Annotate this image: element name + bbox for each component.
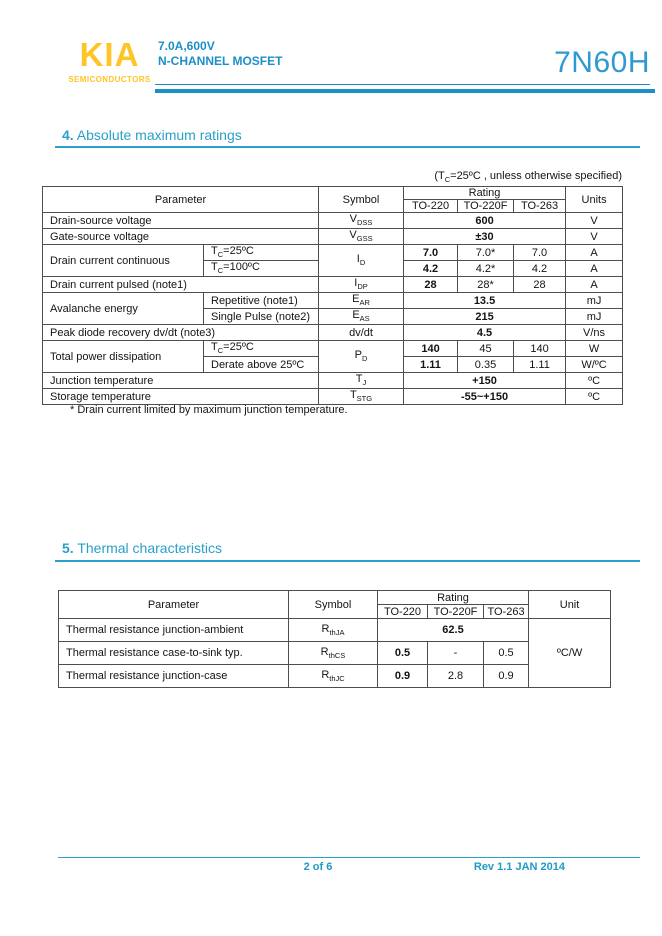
- table-footnote: * Drain current limited by maximum junction temperature.: [70, 404, 348, 416]
- value-cell: 0.35: [458, 357, 514, 373]
- param-cell: Avalanche energy: [43, 293, 204, 325]
- value-cell: 7.0: [514, 245, 566, 261]
- unit-cell: mJ: [566, 309, 623, 325]
- param-cell: Gate-source voltage: [43, 229, 319, 245]
- col-header-to263: TO-263: [484, 605, 529, 619]
- value-cell: 4.2: [514, 261, 566, 277]
- param-cell: Junction temperature: [43, 373, 319, 389]
- value-cell: 2.8: [428, 665, 484, 688]
- value-cell: 0.5: [378, 642, 428, 665]
- section-4-label: Absolute maximum ratings: [73, 127, 242, 143]
- table-row: [43, 229, 623, 245]
- col-header-symbol: Symbol: [289, 591, 378, 619]
- col-header-to220f: TO-220F: [428, 605, 484, 619]
- product-subtitle: [158, 39, 282, 69]
- value-cell: 600: [404, 213, 566, 229]
- page-number: 2 of 6: [303, 861, 333, 873]
- unit-cell: W: [566, 341, 623, 357]
- symbol-cell: $T_{STG}$: [319, 389, 404, 405]
- absolute-maximum-ratings-table: [42, 186, 623, 405]
- unit-cell: mJ: [566, 293, 623, 309]
- unit-cell: V/ns: [566, 325, 623, 341]
- symbol-cell: $T_J$: [319, 373, 404, 389]
- col-header-parameter: Parameter: [43, 187, 319, 213]
- table-header-row: [43, 187, 623, 200]
- thermal-characteristics-table: [58, 590, 611, 688]
- subtitle-line-1: 7.0A,600V: [158, 39, 215, 53]
- section-5-title: [62, 540, 222, 556]
- col-header-parameter: Parameter: [59, 591, 289, 619]
- unit-cell: ºC/W: [529, 619, 611, 688]
- section-5-underline: [55, 560, 640, 562]
- section-5-number: 5.: [62, 540, 74, 556]
- col-header-to220f: TO-220F: [458, 200, 514, 213]
- value-cell: 140: [514, 341, 566, 357]
- condition-cell: Derate above 25ºC: [204, 357, 319, 373]
- symbol-cell: dv/dt: [319, 325, 404, 341]
- value-cell: 4.2*: [458, 261, 514, 277]
- param-cell: Total power dissipation: [43, 341, 204, 373]
- symbol-cell: $I_D$: [319, 245, 404, 277]
- col-header-to263: TO-263: [514, 200, 566, 213]
- col-header-symbol: Symbol: [319, 187, 404, 213]
- condition-cell: $T_C=25ºC$: [204, 245, 319, 261]
- table-row: [59, 642, 611, 665]
- table-row: [43, 341, 623, 357]
- value-cell: 62.5: [378, 619, 529, 642]
- param-cell: Storage temperature: [43, 389, 319, 405]
- col-header-units: Units: [566, 187, 623, 213]
- value-cell: ±30: [404, 229, 566, 245]
- value-cell: 28*: [458, 277, 514, 293]
- header-divider-thick: [155, 89, 655, 93]
- symbol-cell: $P_D$: [319, 341, 404, 373]
- param-cell: Drain current pulsed (note1): [43, 277, 319, 293]
- symbol-cell: $V_{DSS}$: [319, 213, 404, 229]
- section-5-label: Thermal characteristics: [73, 540, 223, 556]
- table-row: [43, 373, 623, 389]
- col-header-to220: TO-220: [378, 605, 428, 619]
- unit-cell: V: [566, 229, 623, 245]
- value-cell: 45: [458, 341, 514, 357]
- unit-cell: V: [566, 213, 623, 229]
- unit-cell: A: [566, 261, 623, 277]
- param-cell: Drain current continuous: [43, 245, 204, 277]
- value-cell: 7.0*: [458, 245, 514, 261]
- symbol-cell: $R_{thCS}$: [289, 642, 378, 665]
- symbol-cell: $V_{GSS}$: [319, 229, 404, 245]
- unit-cell: A: [566, 245, 623, 261]
- symbol-cell: $E_{AS}$: [319, 309, 404, 325]
- section-4-underline: [55, 146, 640, 148]
- param-cell: Drain-source voltage: [43, 213, 319, 229]
- symbol-cell: $R_{thJA}$: [289, 619, 378, 642]
- symbol-cell: $R_{thJC}$: [289, 665, 378, 688]
- subtitle-line-2: N-CHANNEL MOSFET: [158, 54, 283, 68]
- table-row: [59, 665, 611, 688]
- value-cell: 28: [514, 277, 566, 293]
- value-cell: 7.0: [404, 245, 458, 261]
- logo-text: KIA: [79, 36, 140, 73]
- value-cell: 4.5: [404, 325, 566, 341]
- value-cell: -55~+150: [404, 389, 566, 405]
- col-header-rating: Rating: [378, 591, 529, 605]
- condition-cell: $T_C=100ºC$: [204, 261, 319, 277]
- param-cell: Thermal resistance junction-case: [59, 665, 289, 688]
- table-row: [59, 619, 611, 642]
- condition-cell: Repetitive (note1): [204, 293, 319, 309]
- value-cell: 13.5: [404, 293, 566, 309]
- value-cell: 1.11: [404, 357, 458, 373]
- revision-label: Rev 1.1 JAN 2014: [473, 861, 565, 873]
- table-row: [43, 213, 623, 229]
- symbol-cell: $I_{DP}$: [319, 277, 404, 293]
- param-cell: Thermal resistance junction-ambient: [59, 619, 289, 642]
- table-row: [43, 389, 623, 405]
- table-row: [43, 277, 623, 293]
- condition-note: ($T_C=25ºC$ , unless otherwise specified): [434, 170, 622, 185]
- value-cell: 4.2: [404, 261, 458, 277]
- symbol-cell: $E_{AR}$: [319, 293, 404, 309]
- condition-cell: Single Pulse (note2): [204, 309, 319, 325]
- unit-cell: ºC: [566, 389, 623, 405]
- value-cell: 1.11: [514, 357, 566, 373]
- value-cell: 0.5: [484, 642, 529, 665]
- logo-tagline: SEMICONDUCTORS: [68, 75, 151, 84]
- value-cell: 0.9: [484, 665, 529, 688]
- product-number: 7N60H: [554, 46, 650, 79]
- param-cell: Peak diode recovery dv/dt (note3): [43, 325, 319, 341]
- param-cell: Thermal resistance case-to-sink typ.: [59, 642, 289, 665]
- col-header-to220: TO-220: [404, 200, 458, 213]
- value-cell: +150: [404, 373, 566, 389]
- col-header-rating: Rating: [404, 187, 566, 200]
- header-divider-thin: [155, 84, 650, 85]
- value-cell: 215: [404, 309, 566, 325]
- table-header-row: [59, 591, 611, 605]
- footer-divider: [58, 857, 640, 858]
- section-4-title: [62, 127, 242, 143]
- section-4-number: 4.: [62, 127, 74, 143]
- table-row: [43, 245, 623, 261]
- col-header-unit: Unit: [529, 591, 611, 619]
- unit-cell: W/ºC: [566, 357, 623, 373]
- value-cell: 140: [404, 341, 458, 357]
- value-cell: 0.9: [378, 665, 428, 688]
- value-cell: -: [428, 642, 484, 665]
- unit-cell: A: [566, 277, 623, 293]
- kia-logo: [62, 36, 157, 84]
- value-cell: 28: [404, 277, 458, 293]
- table-row: [43, 325, 623, 341]
- condition-cell: $T_C=25ºC$: [204, 341, 319, 357]
- unit-cell: ºC: [566, 373, 623, 389]
- table-row: [43, 293, 623, 309]
